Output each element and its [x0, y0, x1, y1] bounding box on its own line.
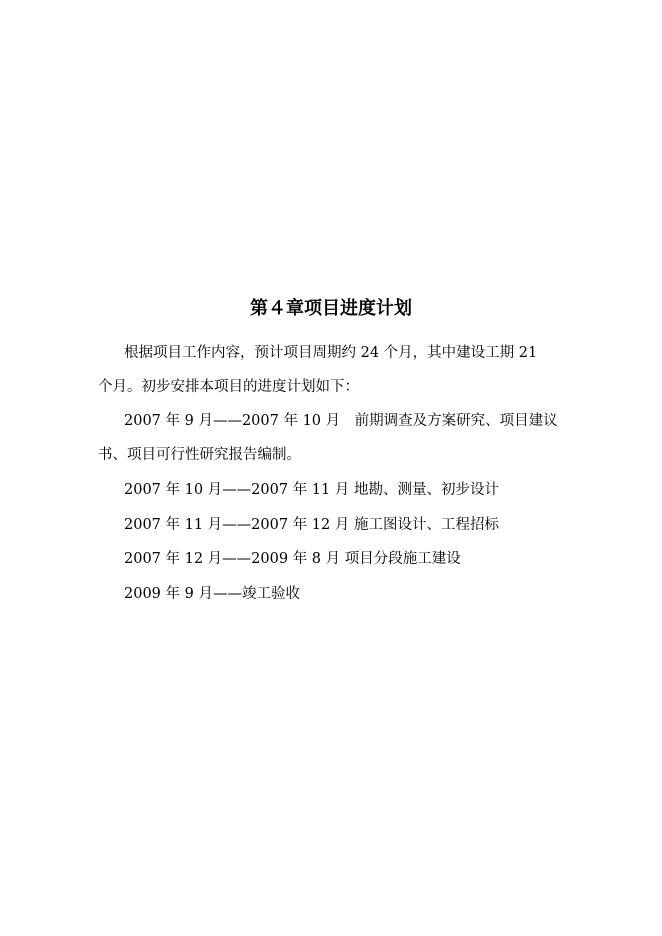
text-line: 根据项目工作内容，预计项目周期约 24 个月，其中建设工期 21: [124, 345, 538, 361]
schedule-item: 2007 年 12 月——2009 年 8 月 项目分段施工建设: [124, 551, 461, 567]
schedule-item: 2007 年 10 月——2007 年 11 月 地勘、测量、初步设计: [124, 482, 499, 498]
text-line: 书、项目可行性研究报告编制。: [98, 447, 301, 463]
text-line: 个月。初步安排本项目的进度计划如下：: [98, 379, 359, 395]
schedule-item: 2007 年 11 月——2007 年 12 月 施工图设计、工程招标: [124, 517, 499, 533]
schedule-item: 2007 年 9 月——2007 年 10 月 前期调查及方案研究、项目建议: [124, 413, 558, 429]
schedule-item: 2009 年 9 月——竣工验收: [124, 586, 300, 602]
chapter-title: 第４章项目进度计划: [250, 298, 412, 319]
